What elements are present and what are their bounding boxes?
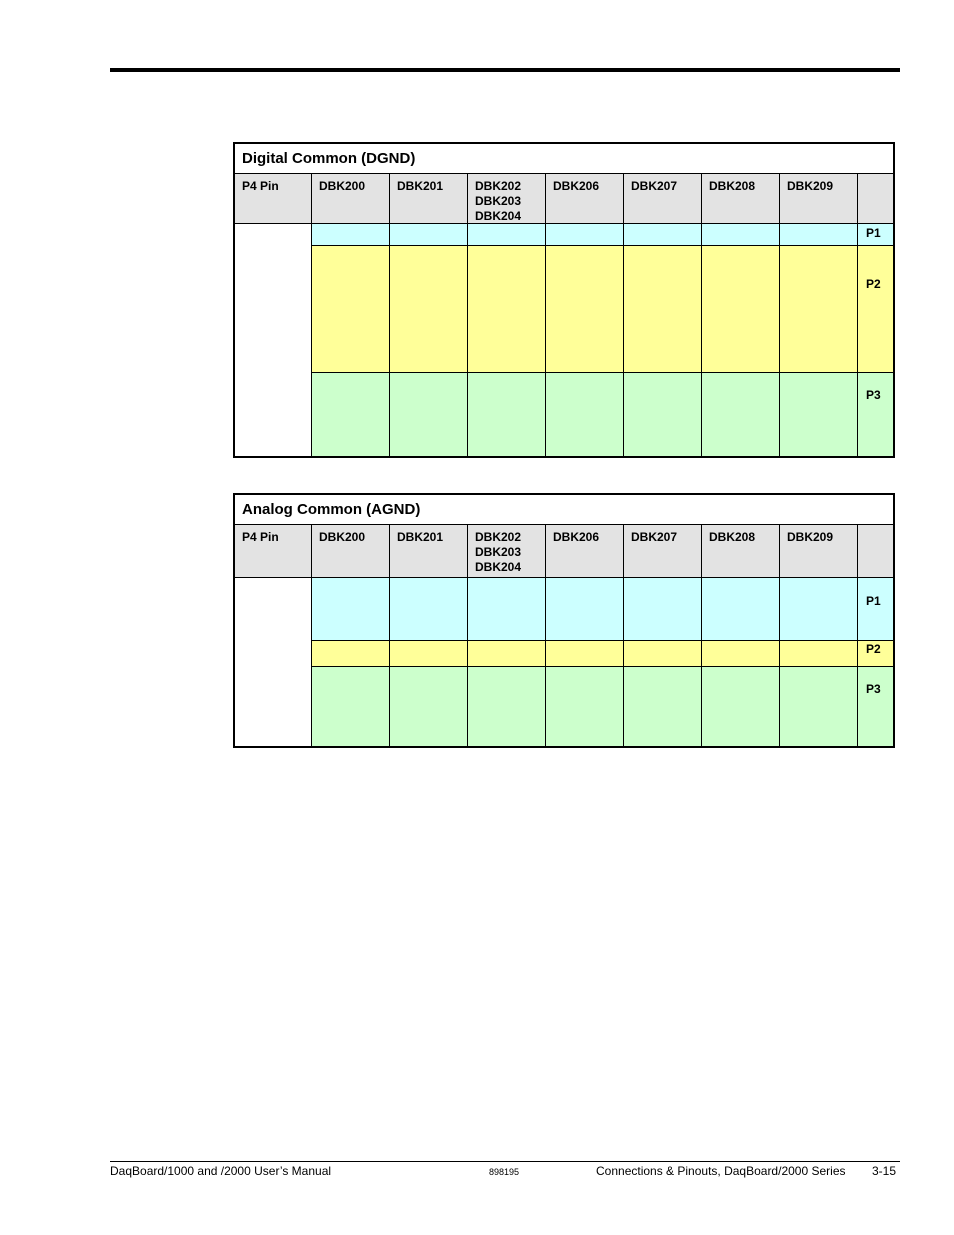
header-dbk207: DBK207 bbox=[624, 174, 702, 223]
header-dbk207: DBK207 bbox=[624, 525, 702, 577]
row-label-p1: P1 bbox=[866, 594, 881, 608]
header-dbk208: DBK208 bbox=[702, 525, 780, 577]
table-body bbox=[235, 578, 893, 746]
table-row-p3 bbox=[312, 667, 893, 746]
table-title: Analog Common (AGND) bbox=[235, 495, 893, 525]
table-row-p1 bbox=[312, 578, 893, 641]
table-header-row bbox=[235, 525, 893, 578]
table-body bbox=[235, 224, 893, 456]
header-dbk201: DBK201 bbox=[390, 174, 468, 223]
header-p4-pin: P4 Pin bbox=[235, 525, 312, 577]
header-connector bbox=[858, 525, 893, 577]
header-dbk203: DBK203 bbox=[475, 194, 522, 208]
row-label-p3: P3 bbox=[866, 388, 881, 402]
header-dbk200: DBK200 bbox=[312, 174, 390, 223]
digital-common-table bbox=[233, 142, 895, 458]
table-row-p1 bbox=[312, 224, 893, 246]
header-dbk204: DBK204 bbox=[475, 560, 522, 574]
row-label-p2: P2 bbox=[866, 642, 881, 656]
header-dbk202: DBK202 bbox=[475, 179, 522, 193]
header-dbk204: DBK204 bbox=[475, 209, 522, 223]
pin-column bbox=[235, 578, 312, 746]
footer-manual-title: DaqBoard/1000 and /2000 User’s Manual bbox=[110, 1164, 332, 1178]
row-label-p1: P1 bbox=[866, 226, 881, 240]
header-dbk206: DBK206 bbox=[546, 525, 624, 577]
row-label-p2: P2 bbox=[866, 277, 881, 291]
table-row-p2 bbox=[312, 641, 893, 667]
table-row-p3 bbox=[312, 373, 893, 456]
header-dbk202-204 bbox=[468, 525, 546, 577]
row-label-p3: P3 bbox=[866, 682, 881, 696]
header-dbk202: DBK202 bbox=[475, 530, 522, 544]
header-dbk202-204 bbox=[468, 174, 546, 223]
header-dbk203: DBK203 bbox=[475, 545, 522, 559]
table-row-p2 bbox=[312, 246, 893, 373]
header-dbk201: DBK201 bbox=[390, 525, 468, 577]
header-dbk209: DBK209 bbox=[780, 525, 858, 577]
footer-page-number: 3-15 bbox=[872, 1164, 897, 1178]
header-dbk206: DBK206 bbox=[546, 174, 624, 223]
header-dbk200: DBK200 bbox=[312, 525, 390, 577]
footer-section-title: Connections & Pinouts, DaqBoard/2000 Series bbox=[596, 1164, 846, 1178]
footer-part-number: 898195 bbox=[489, 1167, 520, 1177]
header-dbk208: DBK208 bbox=[702, 174, 780, 223]
header-dbk209: DBK209 bbox=[780, 174, 858, 223]
pin-column bbox=[235, 224, 312, 456]
header-rule bbox=[110, 68, 900, 72]
table-header-row bbox=[235, 174, 893, 224]
header-connector bbox=[858, 174, 893, 223]
table-title: Digital Common (DGND) bbox=[235, 144, 893, 174]
analog-common-table bbox=[233, 493, 895, 748]
footer-rule bbox=[110, 1161, 900, 1162]
header-p4-pin: P4 Pin bbox=[235, 174, 312, 223]
